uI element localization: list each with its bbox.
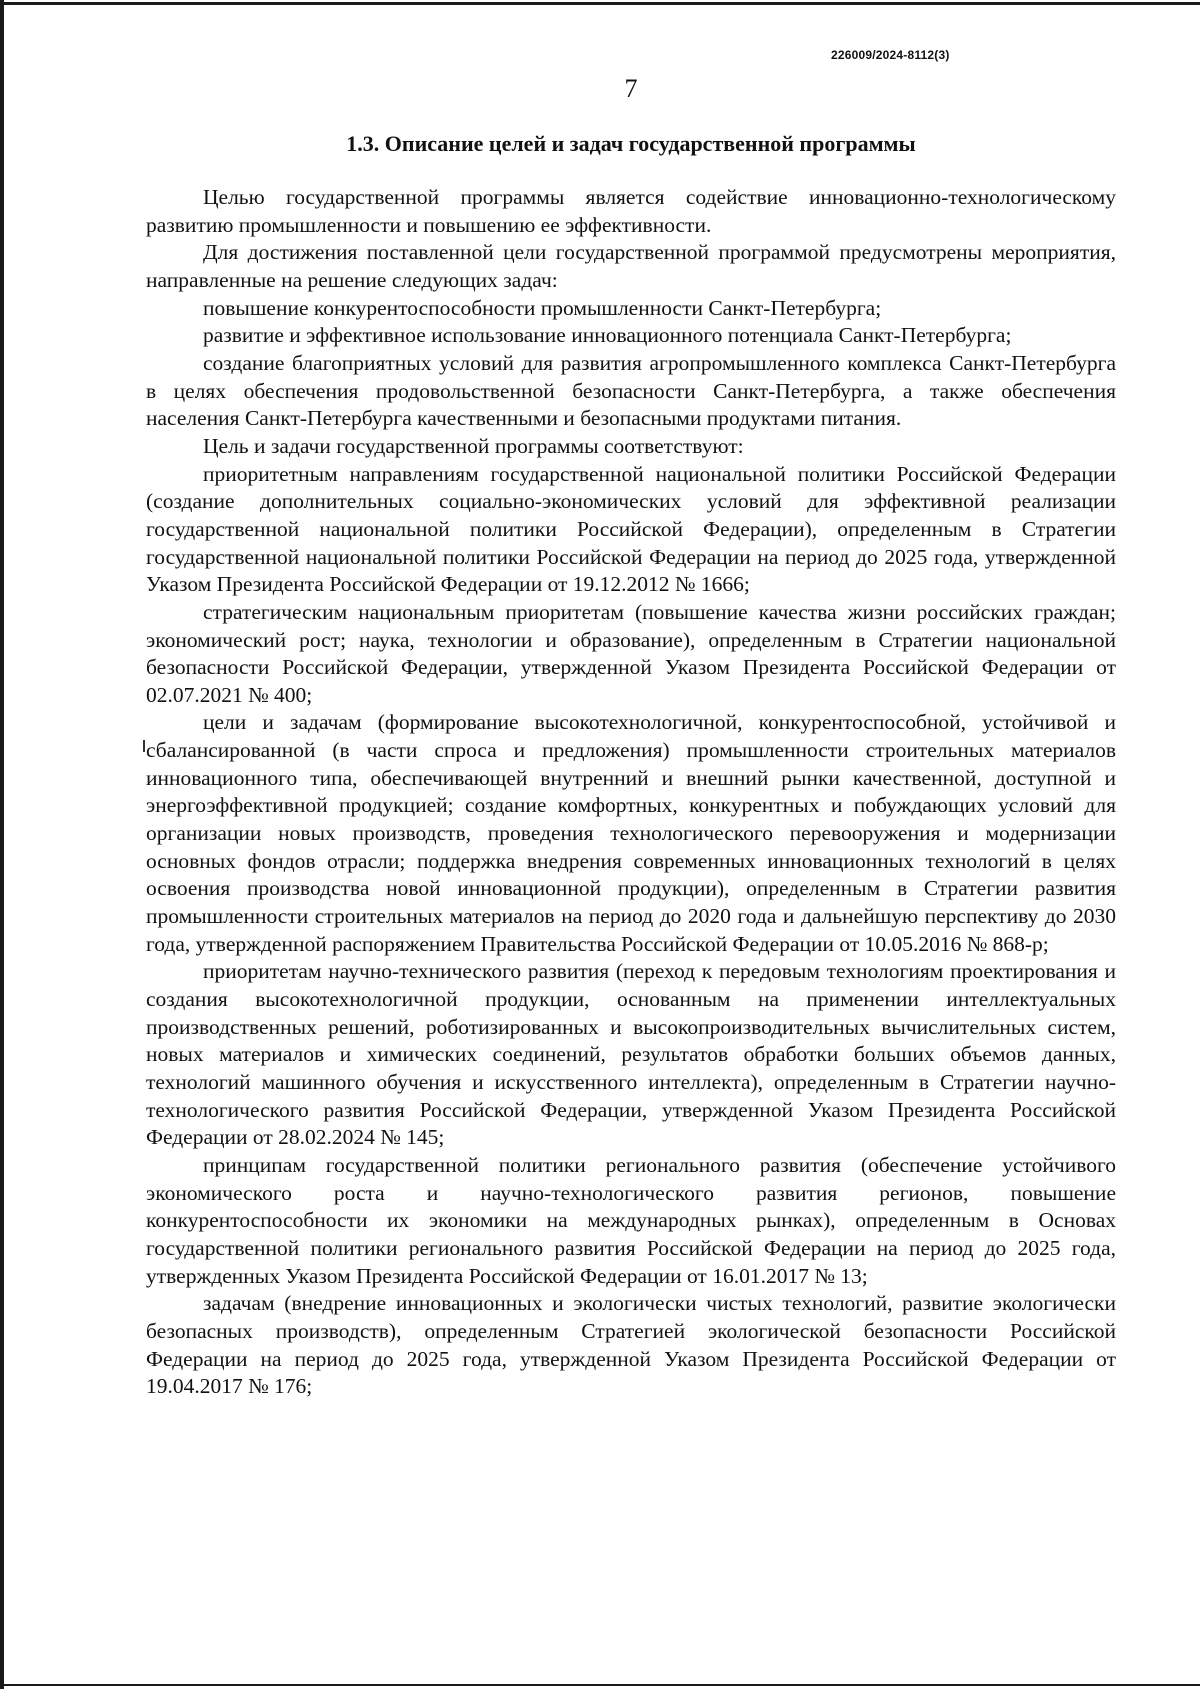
section-heading: 1.3. Описание целей и задач государственной программы — [346, 131, 916, 156]
scan-border-top — [0, 2, 1200, 5]
paragraph-task-agro: создание благоприятных условий для развития агропромышленного комплекса Санкт-Петербурга в целях обеспечения продовольственной безопасности Санкт-Петербурга, а также обеспечения населения Санкт-Петербурга качественными и безопасными продуктами питания. — [146, 350, 1116, 431]
paragraph-task-innovation: развитие и эффективное использование инновационного потенциала Санкт-Петербурга; — [203, 323, 1012, 348]
paragraph-national-security: стратегическим национальным приоритетам (повышение качества жизни российских граждан; экономический рост; наука, технологии и образование), определенным в Стратегии национальной безопасности Российской Федерации, утвержденной Указом Президента Российской Федерации от 02.07.2021 № 400; — [146, 599, 1116, 707]
document-id: 226009/2024-8112(3) — [831, 48, 950, 62]
scan-border-left — [0, 0, 4, 1689]
page-number: 7 — [624, 74, 638, 103]
paragraph-regional-policy: принципам государственной политики регионального развития (обеспечение устойчивого экономического роста и научно-технологического развития регионов, повышение конкурентоспособности их экономики на международных рынках), определенным в Основах государственной политики регионального развития Российской Федерации на период до 2025 года, утвержденных Указом Президента Российской Федерации от 16.01.2017 № 13; — [146, 1152, 1116, 1288]
paragraph-tasks-intro: Для достижения поставленной цели государственной программой предусмотрены мероприятия, направленные на решение следующих задач: — [146, 240, 1116, 292]
paragraph-science-tech: приоритетам научно-технического развития (переход к передовым технологиям проектирования и создания высокотехнологичной продукции, основанным на применении интеллектуальных производственных решений, роботизированных и высокопроизводительных вычислительных систем, новых материалов и химических соединений, результатов обработки больших объемов данных, технологий машинного обучения и искусственного интеллекта), определенным в Стратегии научно-технологического развития Российской Федерации, утвержденной Указом Президента Российской Федерации от 28.02.2024 № 145; — [146, 959, 1116, 1150]
scan-artifact-mark — [143, 740, 145, 752]
paragraph-national-policy: приоритетным направлениям государственной национальной политики Российской Федерации (создание дополнительных социально-экономических условий для эффективной реализации государственной национальной политики Российской Федерации), определенным в Стратегии государственной национальной политики Российской Федерации на период до 2025 года, утвержденной Указом Президента Российской Федерации от 19.12.2012 № 1666; — [146, 461, 1116, 597]
paragraph-task-competitiveness: повышение конкурентоспособности промышленности Санкт-Петербурга; — [203, 295, 882, 320]
scan-border-bottom — [0, 1684, 1200, 1686]
paragraph-goal: Целью государственной программы является содействие инновационно-технологическому развитию промышленности и повышению ее эффективности. — [146, 185, 1116, 237]
paragraph-compliance-intro: Цель и задачи государственной программы соответствуют: — [203, 433, 744, 458]
document-body — [146, 184, 1116, 1401]
paragraph-building-materials: цели и задачам (формирование высокотехнологичной, конкурентоспособной, устойчивой и сбалансированной (в части спроса и предложения) промышленности строительных материалов инновационного типа, обеспечивающей внутренний и внешний рынки качественной, доступной и энергоэффективной продукцией; создание комфортных, конкурентных и побуждающих условий для организации новых производств, проведения технологического перевооружения и модернизации основных фондов отрасли; поддержка внедрения современных инновационных технологий в целях освоения производства новой инновационной продукции), определенным в Стратегии развития промышленности строительных материалов на период до 2020 года и дальнейшую перспективу до 2030 года, утвержденной распоряжением Правительства Российской Федерации от 10.05.2016 № 868-р; — [146, 710, 1116, 956]
paragraph-ecological-security: задачам (внедрение инновационных и экологически чистых технологий, развитие экологически безопасных производств), определенным Стратегией экологической безопасности Российской Федерации на период до 2025 года, утвержденной Указом Президента Российской Федерации от 19.04.2017 № 176; — [146, 1291, 1116, 1399]
